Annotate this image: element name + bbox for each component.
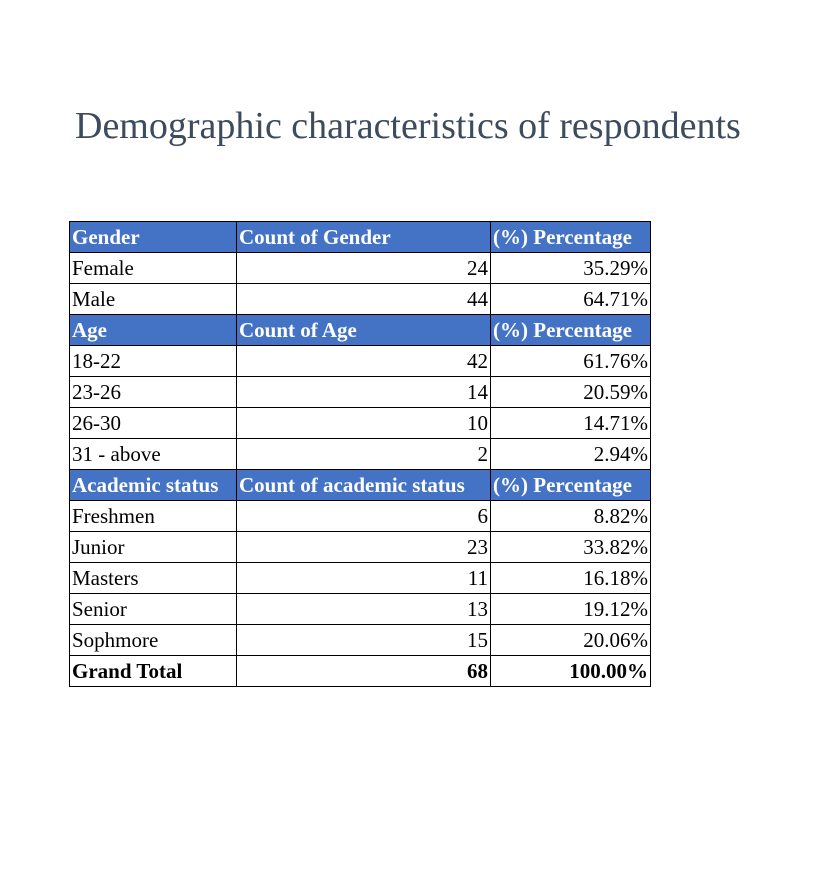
category-cell: 31 - above <box>70 439 237 470</box>
section-header-gender <box>70 222 651 253</box>
count-cell: 23 <box>237 532 491 563</box>
category-cell: 26-30 <box>70 408 237 439</box>
table-row <box>70 532 651 563</box>
grand-total-count: 68 <box>237 656 491 687</box>
header-cell: Academic status <box>70 470 237 501</box>
grand-total-percentage: 100.00% <box>491 656 651 687</box>
count-cell: 24 <box>237 253 491 284</box>
table-row <box>70 377 651 408</box>
table-row <box>70 346 651 377</box>
percentage-cell: 14.71% <box>491 408 651 439</box>
header-cell: (%) Percentage <box>491 222 651 253</box>
section-header-academic-status <box>70 470 651 501</box>
header-cell: Count of Age <box>237 315 491 346</box>
percentage-cell: 61.76% <box>491 346 651 377</box>
percentage-cell: 64.71% <box>491 284 651 315</box>
grand-total-row <box>70 656 651 687</box>
percentage-cell: 19.12% <box>491 594 651 625</box>
percentage-cell: 20.06% <box>491 625 651 656</box>
percentage-cell: 2.94% <box>491 439 651 470</box>
count-cell: 44 <box>237 284 491 315</box>
table-row <box>70 408 651 439</box>
percentage-cell: 8.82% <box>491 501 651 532</box>
count-cell: 42 <box>237 346 491 377</box>
header-cell: Age <box>70 315 237 346</box>
table-row <box>70 253 651 284</box>
header-cell: Gender <box>70 222 237 253</box>
category-cell: Freshmen <box>70 501 237 532</box>
percentage-cell: 35.29% <box>491 253 651 284</box>
header-cell: (%) Percentage <box>491 470 651 501</box>
table-row <box>70 439 651 470</box>
demographics-table <box>69 221 651 687</box>
count-cell: 11 <box>237 563 491 594</box>
category-cell: Junior <box>70 532 237 563</box>
grand-total-label: Grand Total <box>70 656 237 687</box>
page-title: Demographic characteristics of respondents <box>75 105 741 147</box>
table-row <box>70 501 651 532</box>
header-cell: Count of academic status <box>237 470 491 501</box>
percentage-cell: 20.59% <box>491 377 651 408</box>
section-header-age <box>70 315 651 346</box>
category-cell: Male <box>70 284 237 315</box>
table-row <box>70 284 651 315</box>
category-cell: Female <box>70 253 237 284</box>
count-cell: 10 <box>237 408 491 439</box>
header-cell: Count of Gender <box>237 222 491 253</box>
percentage-cell: 16.18% <box>491 563 651 594</box>
table-row <box>70 563 651 594</box>
count-cell: 13 <box>237 594 491 625</box>
category-cell: Senior <box>70 594 237 625</box>
category-cell: 18-22 <box>70 346 237 377</box>
table-row <box>70 625 651 656</box>
count-cell: 6 <box>237 501 491 532</box>
percentage-cell: 33.82% <box>491 532 651 563</box>
header-cell: (%) Percentage <box>491 315 651 346</box>
table-row <box>70 594 651 625</box>
count-cell: 15 <box>237 625 491 656</box>
category-cell: Sophmore <box>70 625 237 656</box>
category-cell: Masters <box>70 563 237 594</box>
category-cell: 23-26 <box>70 377 237 408</box>
count-cell: 2 <box>237 439 491 470</box>
count-cell: 14 <box>237 377 491 408</box>
